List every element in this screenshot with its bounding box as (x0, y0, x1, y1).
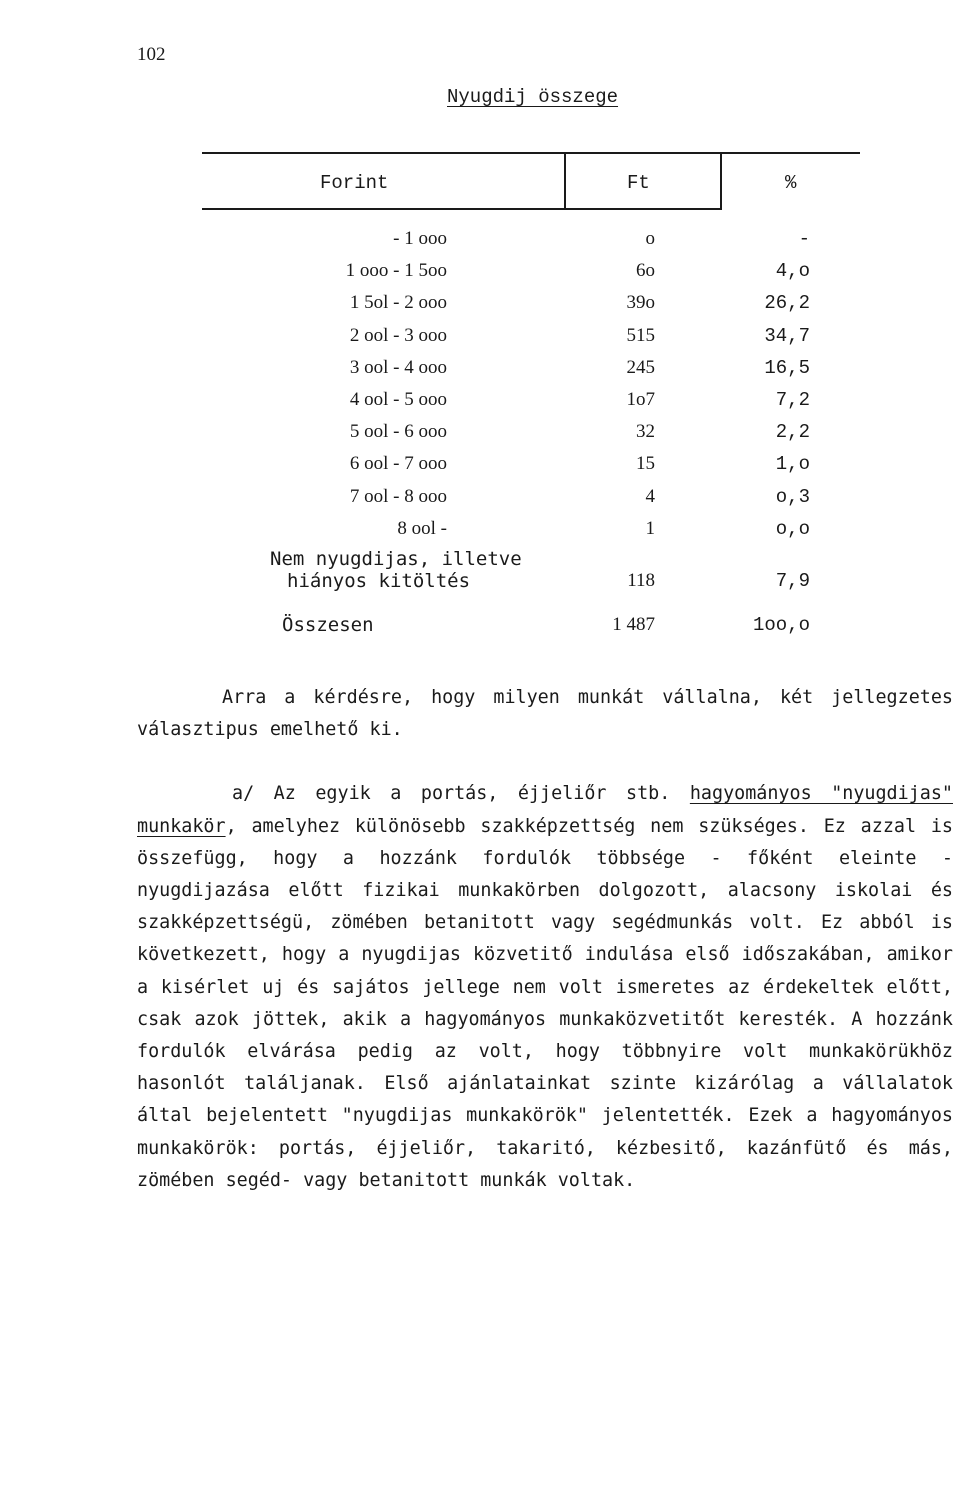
row-ft-value: 515 (626, 324, 655, 346)
table-row (0, 518, 960, 550)
row-pct-value: 2,2 (775, 421, 810, 444)
table-header-rule (202, 208, 722, 210)
row-ft-value: 6o (636, 260, 655, 282)
row-ft-value: 1 (645, 517, 655, 539)
table-row (0, 228, 960, 260)
row-label: 3 ool - 4 ooo (349, 356, 447, 378)
paragraph-a-rest: , amelyhez különösebb szakképzettség nem szükséges. Ez azzal is összefügg, hogy a hozzánk fordulók többsége - főként eleinte - nyugdijazása előtt fizikai munkakörben dolgozott, alacsony iskolai és szakképzettségü, zömében betanitott vagy segédmunkás volt. Ez abból is következett, hogy a nyugdijas közvetitő indulása első időszakában, amikor a kisérlet uj és sajátos jellege nem volt ismeretes az érdekeltek előtt, csak azok jöttek, akik a hagyományos munkaközvetitőt keresték. A hozzánk fordulók elvárása pedig az volt, hogy többnyire volt munkakörükhöz hasonlót találjanak. Első ajánlatainkat szinte kizárólag a vállalatok által bejelentett "nyugdijas munkakörök" jelentették. Ezek a hagyományos munkakörök: portás, éjjeliőr, takaritó, kézbesitő, kazánfütő és más, zömében segéd- vagy betanitott munkák voltak. (137, 815, 953, 1191)
row-pct-value: 7,2 (775, 389, 810, 411)
paragraph-a (137, 778, 953, 1197)
paragraph-a-underlined: hagyományos "nyugdijas" munkakör (137, 783, 953, 837)
header-ft: Ft (627, 172, 650, 194)
total-label: Összesen (282, 614, 374, 636)
body-text (137, 682, 953, 1197)
total-ft: 1 487 (612, 614, 655, 635)
row-pct-value: 1,o (775, 453, 810, 476)
nem-pct: 7,9 (775, 570, 810, 592)
table-row-nem (0, 570, 960, 602)
nem-label-line1: Nem nyugdijas, illetve (270, 548, 522, 570)
table-row (0, 421, 960, 453)
column-divider-2 (720, 152, 722, 208)
row-pct-value: 4,o (775, 260, 810, 283)
row-label: 2 ool - 3 ooo (349, 324, 447, 346)
row-label: 7 ool - 8 ooo (349, 485, 447, 507)
row-label: 4 ool - 5 ooo (349, 389, 447, 410)
intro-paragraph: Arra a kérdésre, hogy milyen munkát vállalna, két jellegzetes választipus emelhető ki. (137, 687, 953, 741)
row-ft-value: o (645, 228, 655, 249)
row-label: 5 ool - 6 ooo (349, 421, 447, 443)
row-pct-value: 26,2 (764, 292, 810, 315)
table-row (0, 453, 960, 485)
row-label: 1 ooo - 1 5oo (345, 260, 447, 282)
nem-label-line2: hiányos kitöltés (287, 570, 471, 592)
row-ft-value: 15 (636, 453, 655, 475)
row-ft-value: 245 (626, 356, 655, 378)
row-ft-value: 32 (636, 421, 655, 443)
table-row-total (0, 614, 960, 646)
total-pct: 1oo,o (752, 614, 810, 636)
table-row (0, 260, 960, 292)
paragraph-a-prefix: a/ Az egyik a portás, éjjeliőr stb. (232, 783, 690, 805)
row-pct-value: 16,5 (764, 356, 810, 379)
table-title: Nyugdij összege (447, 86, 619, 108)
row-pct-value: 34,7 (764, 324, 810, 347)
nem-ft: 118 (627, 570, 655, 591)
row-ft-value: 1o7 (626, 389, 655, 410)
table-top-rule (202, 152, 860, 154)
row-pct-value: - (798, 228, 810, 250)
row-ft-value: 39o (626, 292, 655, 314)
table-row (0, 357, 960, 389)
row-pct-value: o,o (775, 517, 810, 540)
header-percent: % (785, 172, 797, 194)
table-row (0, 325, 960, 357)
table-row (0, 486, 960, 518)
table-row (0, 292, 960, 324)
row-label: 6 ool - 7 ooo (349, 453, 447, 475)
page-number: 102 (137, 44, 166, 65)
row-label: 1 5ol - 2 ooo (349, 292, 447, 314)
table-row (0, 389, 960, 421)
column-divider-1 (564, 152, 566, 208)
header-forint: Forint (320, 172, 389, 194)
row-pct-value: o,3 (775, 485, 810, 508)
row-ft-value: 4 (645, 485, 655, 507)
row-label: - 1 ooo (393, 228, 447, 249)
row-label: 8 ool - (397, 517, 447, 539)
